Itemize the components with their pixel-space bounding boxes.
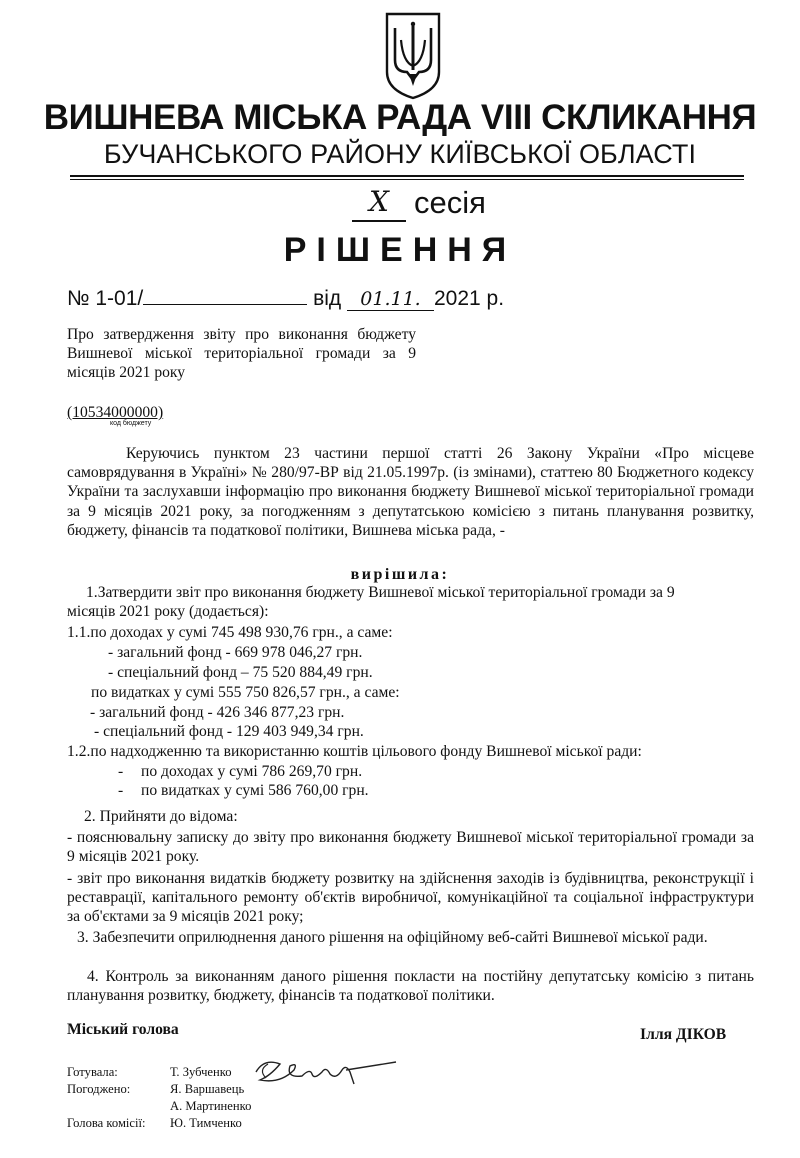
- resolved-heading: вирішила:: [350, 566, 450, 583]
- decision-year: 2021 р.: [434, 287, 505, 310]
- item-1-line-1: 1.Затвердити звіт про виконання бюджету Вишневої міської територіальної громади за 9: [86, 584, 675, 601]
- item-1-1-income: 1.1.по доходах у сумі 745 498 930,76 грн., а саме:: [67, 624, 393, 641]
- item-3-publish: 3. Забезпечити оприлюднення даного рішення на офіційному веб-сайті Вишневої міської ради.: [77, 929, 708, 946]
- mayor-name: Ілля ДІКОВ: [640, 1026, 727, 1043]
- item-2-explanatory-note: - пояснювальну записку до звіту про виконання бюджету Вишневої міської територіальної громади за 9 місяців 2021 року.: [67, 829, 754, 866]
- trident-coat-of-arms-icon: [383, 10, 443, 100]
- target-expenses-dash: -: [118, 782, 124, 799]
- header-rule: [70, 175, 744, 177]
- expenses-special-fund: - спеціальний фонд - 129 403 949,34 грн.: [94, 723, 364, 740]
- expenses-line: по видатках у сумі 555 750 826,57 грн., а саме:: [91, 684, 400, 701]
- target-income: по доходах у сумі 786 269,70 грн.: [141, 763, 363, 780]
- header-rule-thin: [70, 179, 744, 180]
- agreed-name-2: А. Мартиненко: [170, 1099, 252, 1113]
- prepared-label: Готувала:: [67, 1065, 118, 1079]
- item-1-2-target-fund: 1.2.по надходженню та використанню коштів цільового фонду Вишневої міської ради:: [67, 743, 642, 760]
- budget-code: (10534000000): [67, 404, 164, 421]
- commission-head-name: Ю. Тимченко: [170, 1116, 242, 1130]
- item-2-capital-report: - звіт про виконання видатків бюджету розвитку на здійснення заходів із будівництва, реконструкції і реставрації, капітального ремонту об'єктів виробничої, комунікаційної та соціальної інфраструктури за об'єктами за 9 місяців 2021 року;: [67, 870, 754, 926]
- income-general-fund: - загальний фонд - 669 978 046,27 грн.: [108, 644, 363, 661]
- agreed-label: Погоджено:: [67, 1082, 131, 1096]
- document-type-title: РІШЕННЯ: [283, 231, 517, 269]
- commission-head-label: Голова комісії:: [67, 1116, 146, 1130]
- item-2-title: 2. Прийняти до відома:: [84, 808, 238, 825]
- decision-number-line: [67, 287, 504, 311]
- council-title: ВИШНЕВА МІСЬКА РАДА VIII СКЛИКАННЯ: [43, 98, 757, 137]
- decision-subject: Про затвердження звіту про виконання бюджету Вишневої міської територіальної громади за 9 місяців 2021 року: [67, 326, 416, 381]
- target-expenses: по видатках у сумі 586 760,00 грн.: [141, 782, 369, 799]
- decision-number-prefix: № 1-01/: [67, 287, 144, 310]
- expenses-general-fund: - загальний фонд - 426 346 877,23 грн.: [90, 704, 345, 721]
- income-special-fund: - спеціальний фонд – 75 520 884,49 грн.: [108, 664, 373, 681]
- handwritten-signature: [250, 1050, 400, 1090]
- agreed-name-1: Я. Варшавець: [170, 1082, 245, 1096]
- item-4-control: 4. Контроль за виконанням даного рішення покласти на постійну депутатську комісію з питань планування розвитку, бюджету, фінансів та податкової політики.: [67, 968, 754, 1005]
- target-income-dash: -: [118, 763, 124, 780]
- preamble-paragraph: Керуючись пунктом 23 частини першої статті 26 Закону України «Про місцеве самоврядування в Україні» № 280/97-ВР від 21.05.1997р. (із змінами), статтею 80 Бюджетного кодексу України та заслухавши інформацію про виконання бюджету Вишневої міської територіальної громади за 9 місяців 2021 року, за погодженням з депутатською комісією з питань планування розвитку, бюджету, фінансів та податкової політики, Вишнева міська рада, -: [67, 445, 754, 539]
- date-from-word: від: [313, 287, 342, 310]
- council-subtitle: БУЧАНСЬКОГО РАЙОНУ КИЇВСЬКОЇ ОБЛАСТІ: [103, 139, 697, 169]
- session-label: сесія: [414, 185, 486, 220]
- mayor-title: Міський голова: [67, 1021, 179, 1038]
- item-1-line-2: місяців 2021 року (додається):: [67, 603, 269, 620]
- decision-date-handwritten: 01.11.: [347, 288, 434, 311]
- decision-number-blank: [143, 287, 307, 305]
- prepared-name: Т. Зубченко: [170, 1065, 232, 1079]
- budget-code-caption: код бюджету: [110, 420, 152, 427]
- session-number: X: [352, 186, 406, 222]
